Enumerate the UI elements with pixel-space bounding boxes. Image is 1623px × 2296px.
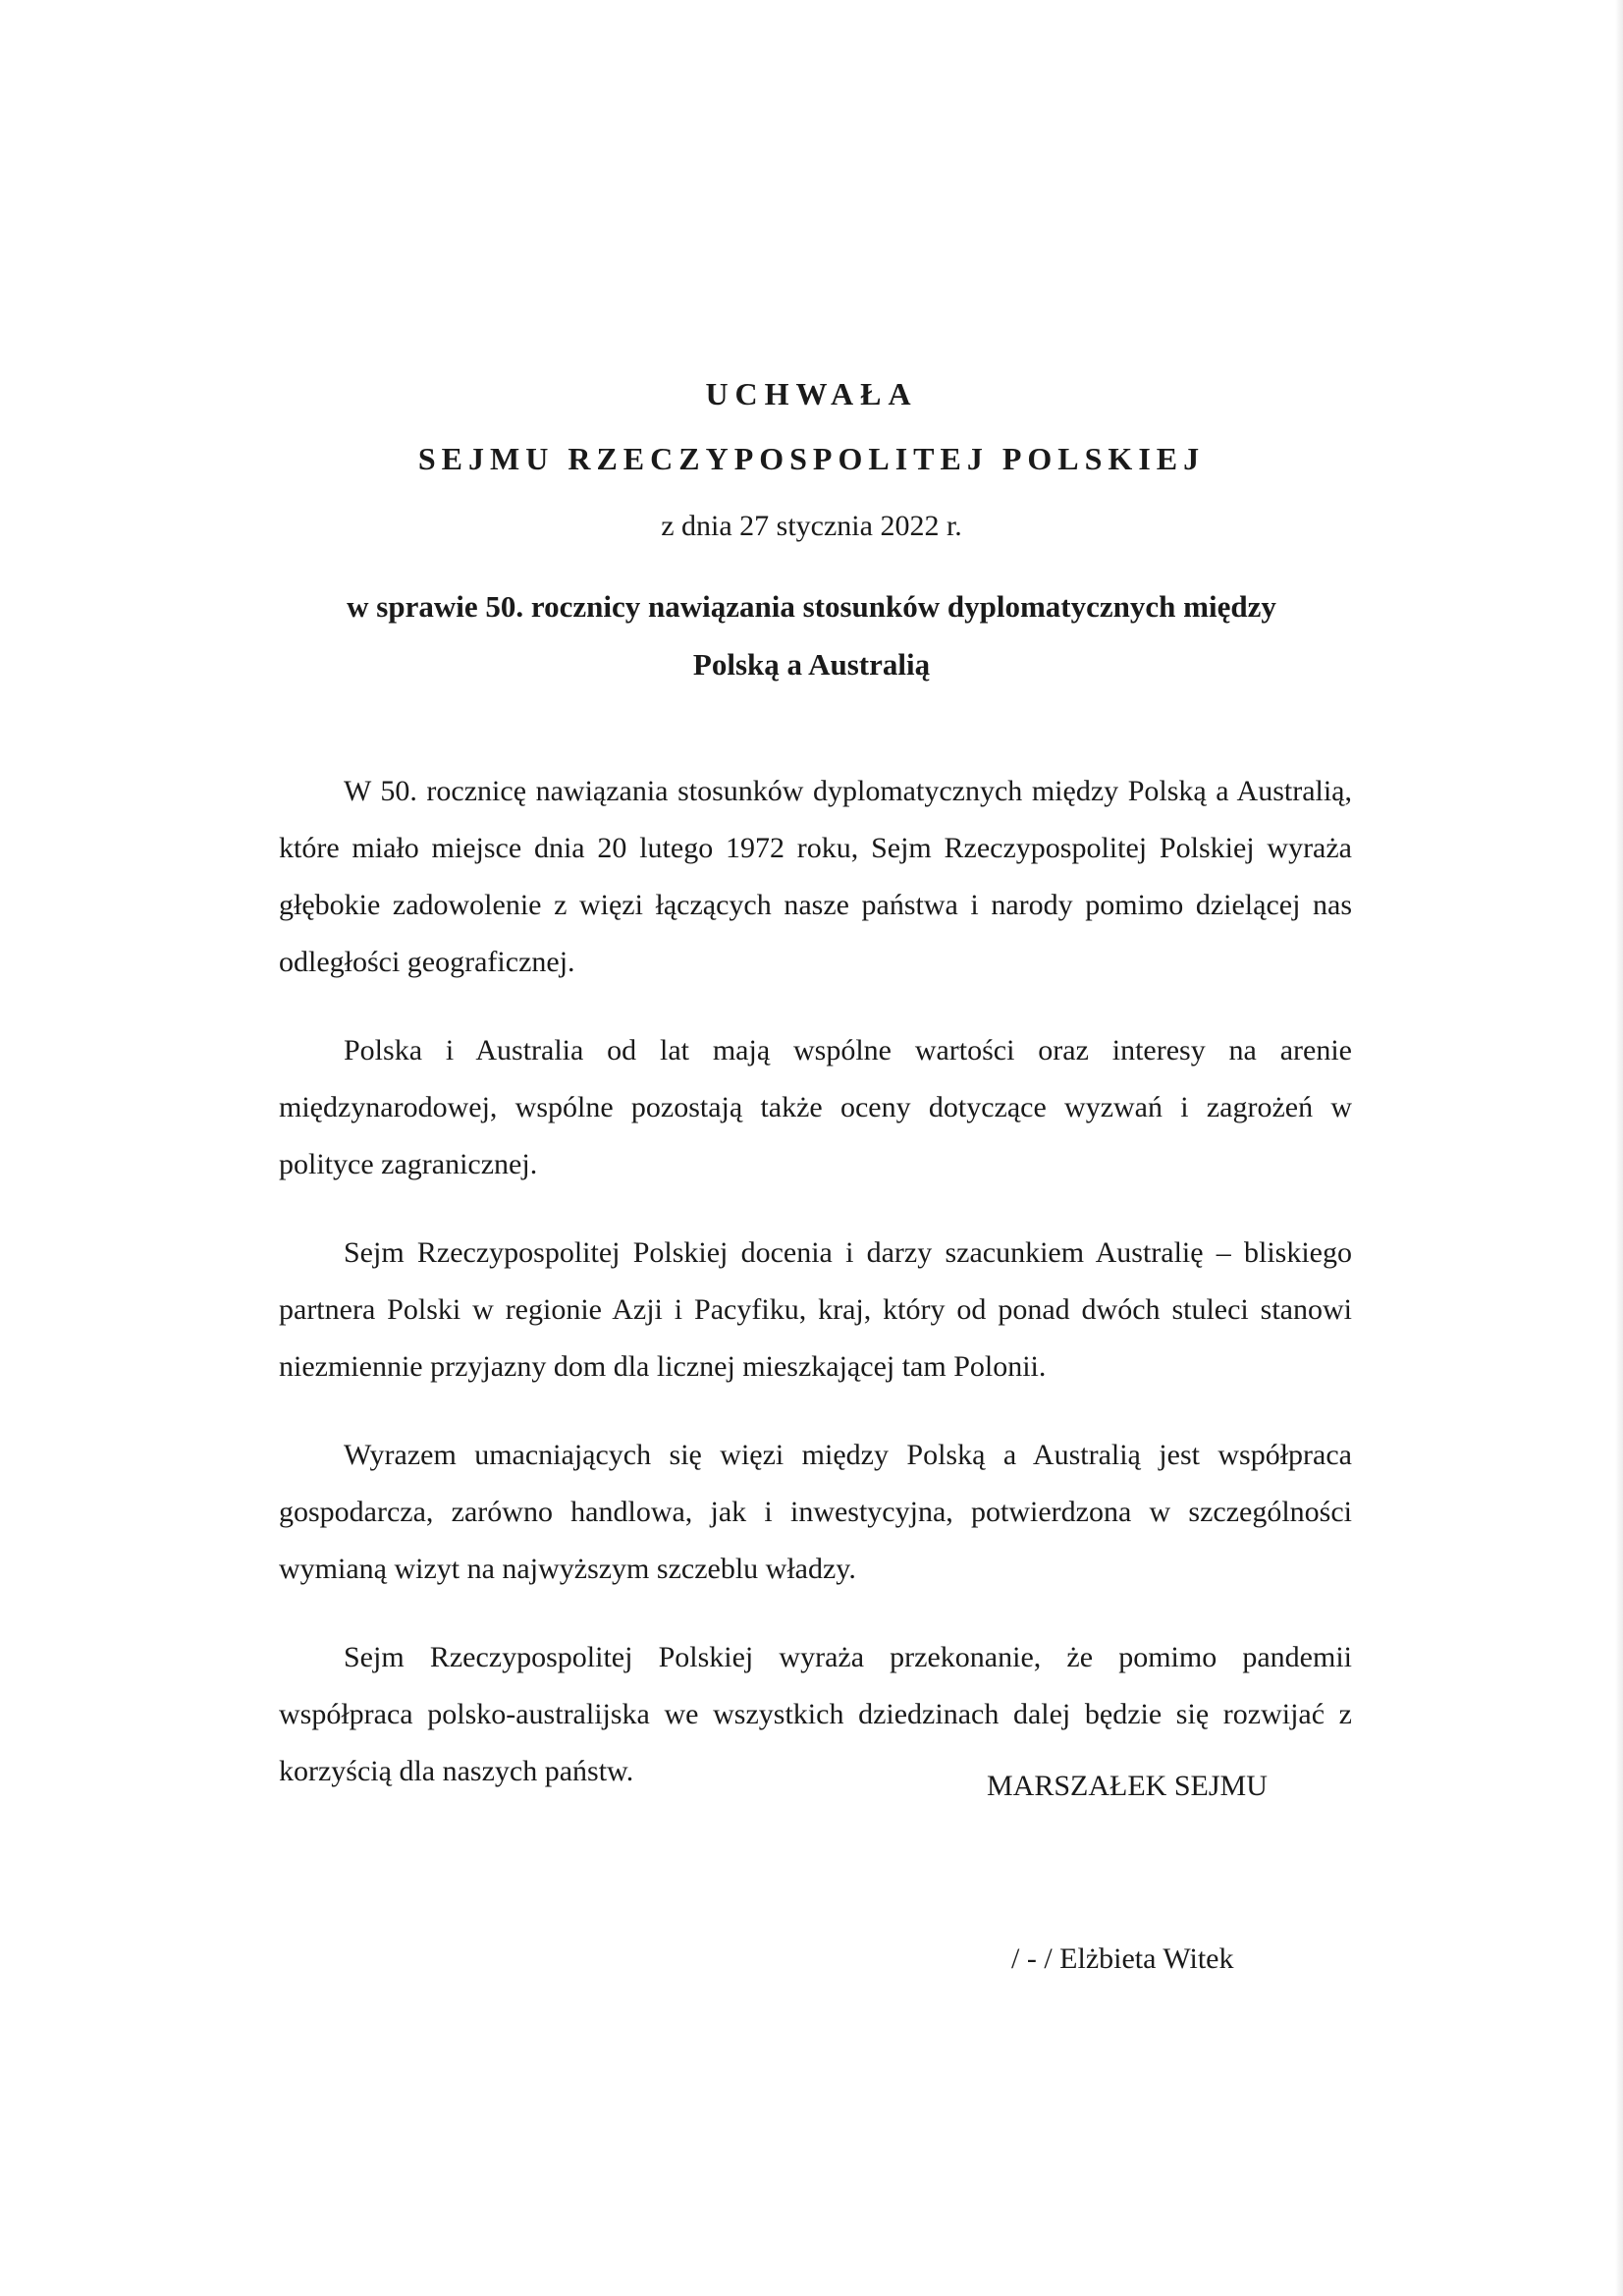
body-paragraph-1: W 50. rocznicę nawiązania stosunków dyplomatycznych między Polską a Australią, które miało miejsce dnia 20 lutego 1972 roku, Sejm Rzeczypospolitej Polskiej wyraża głębokie zadowolenie z więzi łączących nasze państwa i narody pomimo dzielącej nas odległości geograficznej. xyxy=(279,775,1352,978)
document-date: z dnia 27 stycznia 2022 r. xyxy=(661,510,962,542)
body-paragraph-4: Wyrazem umacniających się więzi między Polską a Australią jest współpraca gospodarcza, zarówno handlowa, jak i inwestycyjna, potwierdzona w szczególności wymianą wizyt na najwyższym szczeblu władzy. xyxy=(279,1439,1352,1585)
subject-line-2: Polską a Australią xyxy=(692,647,931,682)
body-paragraph-3: Sejm Rzeczypospolitej Polskiej docenia i darzy szacunkiem Australię – bliskiego partnera Polski w regionie Azji i Pacyfiku, kraj, który od ponad dwóch stuleci stanowi niezmiennie przyjazny dom dla licznej mieszkającej tam Polonii. xyxy=(279,1236,1352,1383)
page-edge-shadow xyxy=(1615,0,1623,2296)
subject-line-1: w sprawie 50. rocznicy nawiązania stosunków dyplomatycznych między xyxy=(347,589,1276,624)
document-subject xyxy=(0,577,1623,693)
signatory-title: MARSZAŁEK SEJMU xyxy=(987,1770,1268,1802)
resolution-body xyxy=(279,763,1352,1831)
document-title: UCHWAŁA xyxy=(705,376,918,411)
body-paragraph-2: Polska i Australia od lat mają wspólne wartości oraz interesy na arenie międzynarodowej, wspólne pozostają także oceny dotyczące wyzwań i zagrożeń w polityce zagranicznej. xyxy=(279,1034,1352,1180)
signatory-name: / - / Elżbieta Witek xyxy=(1011,1942,1234,1975)
issuing-body: SEJMU RZECZYPOSPOLITEJ POLSKIEJ xyxy=(417,441,1206,476)
body-paragraph-5: Sejm Rzeczypospolitej Polskiej wyraża przekonanie, że pomimo pandemii współpraca polsko-australijska we wszystkich dziedzinach dalej będzie się rozwijać z korzyścią dla naszych państw. xyxy=(279,1641,1352,1787)
